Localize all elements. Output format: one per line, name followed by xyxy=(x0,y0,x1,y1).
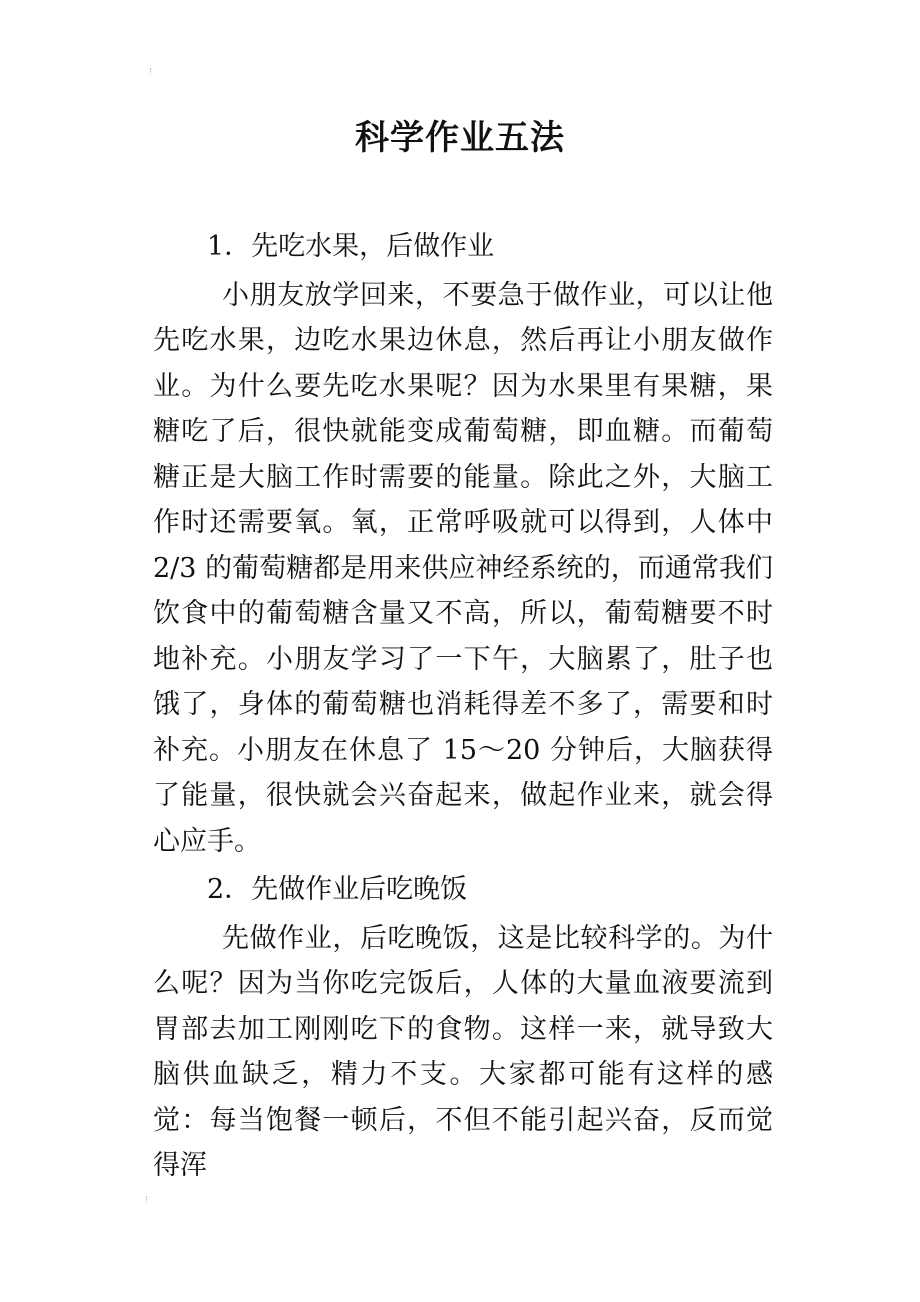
scan-mark-bottom xyxy=(146,1196,150,1202)
section-paragraph: 先做作业，后吃晚饭，这是比较科学的。为什么呢？因为当你吃完饭后，人体的大量血液要流到胃部去加工刚刚吃下的食物。这样一来，就导致大脑供血缺乏，精力不支。大家都可能有这样的感觉：每当饱餐一顿后，不但不能引起兴奋，反而觉得浑 xyxy=(153,922,773,1181)
document-body xyxy=(153,224,773,1192)
section-heading: 2．先做作业后吃晚饭 xyxy=(207,874,468,905)
scan-mark-top xyxy=(150,68,154,74)
section-paragraph: 小朋友放学回来，不要急于做作业，可以让他先吃水果，边吃水果边休息，然后再让小朋友做作业。为什么要先吃水果呢？因为水果里有果糖，果糖吃了后，很快就能变成葡萄糖，即血糖。而葡萄糖正是大脑工作时需要的能量。除此之外，大脑工作时还需要氧。氧，正常呼吸就可以得到，人体中 2/3 的葡萄糖都是用来供应神经系统的，而通常我们饮食中的葡萄糖含量又不高，所以，葡萄糖要不时地补充。小朋友学习了一下午，大脑累了，肚子也饿了，身体的葡萄糖也消耗得差不多了，需要和时补充。小朋友在休息了 15～20 分钟后，大脑获得了能量，很快就会兴奋起来，做起作业来，就会得心应手。 xyxy=(153,279,773,857)
section-heading: 1．先吃水果，后做作业 xyxy=(207,231,495,262)
document-title: 科学作业五法 xyxy=(355,118,565,158)
